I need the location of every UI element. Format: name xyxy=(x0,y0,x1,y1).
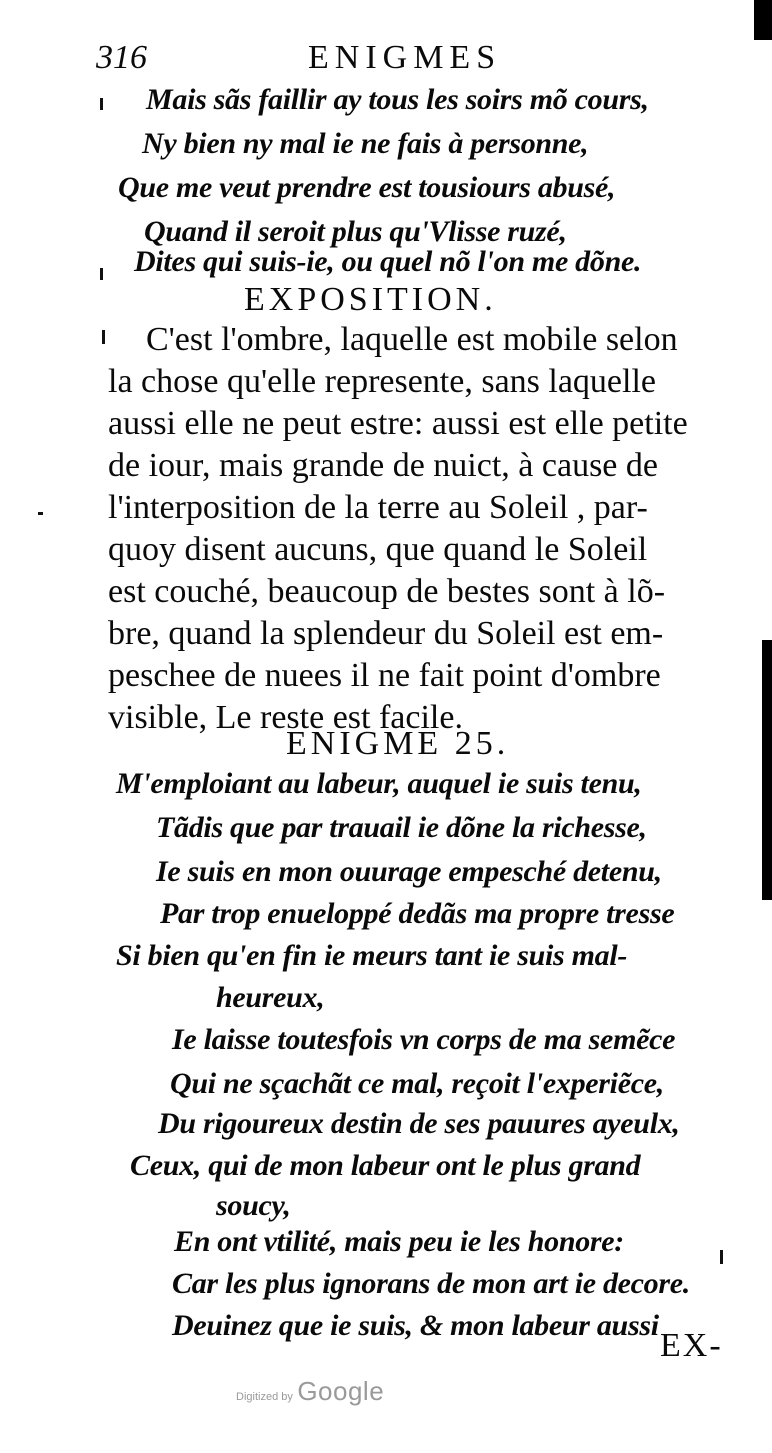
verse-line: Quand il seroit plus qu'Vlisse ruzé, xyxy=(144,215,567,248)
prose-line: est couché, beaucoup de bestes sont à lõ- xyxy=(108,573,666,610)
verse-line: Ie laisse toutesfois vn corps de ma semẽce xyxy=(172,1023,676,1056)
verse-line: heureux, xyxy=(216,981,325,1014)
verse-line: Qui ne sçachãt ce mal, reçoit l'experiẽce, xyxy=(170,1067,664,1100)
verse-line: Par trop enueloppé dedãs ma propre tresse xyxy=(160,897,675,930)
prose-line: quoy disent aucuns, que quand le Soleil xyxy=(108,531,648,568)
prose-line: C'est l'ombre, laquelle est mobile selon xyxy=(146,321,678,358)
verse-line: M'emploiant au labeur, auquel ie suis tenu, xyxy=(116,767,642,800)
verse-line: Du rigoureux destin de ses pauures ayeulx, xyxy=(158,1107,680,1140)
running-title: ENIGMES xyxy=(308,39,502,76)
page-number: 316 xyxy=(96,39,147,76)
ink-speck xyxy=(102,330,105,344)
prose-line: bre, quand la splendeur du Soleil est em- xyxy=(108,615,664,652)
prose-line: de iour, mais grande de nuict, à cause de xyxy=(108,447,658,484)
verse-line: Deuinez que ie suis, & mon labeur aussi xyxy=(172,1309,659,1342)
verse-line: Tãdis que par trauail ie dõne la richesse, xyxy=(156,811,647,844)
verse-line: Dites qui suis-ie, ou quel nõ l'on me dõne. xyxy=(134,245,642,278)
verse-line: Ceux, qui de mon labeur ont le plus grand xyxy=(130,1149,641,1182)
prose-line: la chose qu'elle represente, sans laquelle xyxy=(108,363,657,400)
scan-edge-mark xyxy=(754,0,772,40)
verse-line: En ont vtilité, mais peu ie les honore: xyxy=(174,1225,624,1258)
ink-speck xyxy=(720,1250,723,1264)
google-logo: Google xyxy=(297,1376,385,1406)
exposition-heading: EXPOSITION. xyxy=(244,281,497,318)
prose-line: peschee de nuees il ne fait point d'ombre xyxy=(108,657,661,694)
verse-line: Mais sãs faillir ay tous les soirs mõ cours, xyxy=(146,83,649,116)
verse-line: Que me veut prendre est tousiours abusé, xyxy=(118,171,616,204)
ink-speck xyxy=(38,512,43,515)
enigme-heading: ENIGME 25. xyxy=(286,725,510,762)
prose-line: visible, Le reste est facile. xyxy=(108,699,463,736)
ink-speck xyxy=(100,98,103,110)
verse-line: Si bien qu'en fin ie meurs tant ie suis mal- xyxy=(116,939,628,972)
verse-line: Ie suis en mon ouurage empesché detenu, xyxy=(156,855,662,888)
prose-line: l'interposition de la terre au Soleil , par- xyxy=(108,489,648,526)
verse-line: Ny bien ny mal ie ne fais à personne, xyxy=(142,127,589,160)
verse-line: soucy, xyxy=(216,1189,291,1222)
watermark-prefix: Digitized by xyxy=(236,1391,293,1403)
ink-speck xyxy=(100,268,103,280)
verse-line: Car les plus ignorans de mon art ie decore. xyxy=(172,1267,690,1300)
digitized-watermark xyxy=(236,1376,384,1407)
catchword: EX- xyxy=(660,1327,723,1364)
prose-line: aussi elle ne peut estre: aussi est elle petite xyxy=(108,405,688,442)
scan-edge-mark xyxy=(762,640,772,900)
